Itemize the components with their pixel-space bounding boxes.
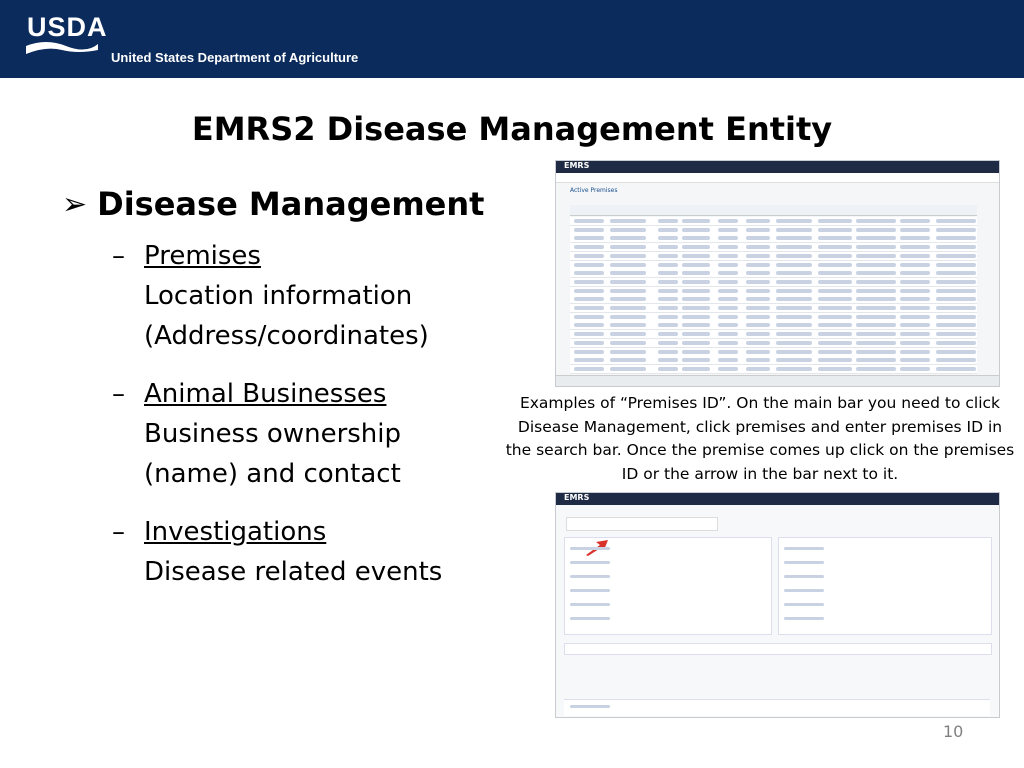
table-row (570, 330, 977, 339)
animal-businesses-desc-1: Business ownership (144, 419, 402, 449)
arrow-bullet-icon: ➢ (62, 186, 88, 222)
page-number: 10 (943, 722, 964, 741)
investigations-label: Investigations (144, 517, 327, 547)
detail-field (784, 547, 824, 550)
usda-header-bar (0, 0, 1024, 78)
table-row (570, 287, 977, 296)
detail-field (570, 705, 610, 708)
table-row (570, 261, 977, 270)
table-row (570, 304, 977, 313)
screenshot-app-name: EMRS (564, 161, 590, 170)
slide-title: EMRS2 Disease Management Entity (191, 110, 833, 148)
premises-desc-1: Location information (144, 281, 413, 311)
table-row (570, 234, 977, 243)
table-row (570, 269, 977, 278)
premise-detail-screenshot (555, 492, 1000, 718)
detail-field (570, 575, 610, 578)
department-name: United States Department of Agriculture (111, 50, 359, 65)
detail-field (784, 575, 824, 578)
table-row (570, 313, 977, 322)
table-row (570, 365, 977, 374)
table-row (570, 217, 977, 226)
dash-icon: – (112, 517, 125, 547)
premises-label: Premises (144, 241, 261, 271)
detail-field (570, 547, 610, 550)
investigations-desc-1: Disease related events (144, 557, 443, 587)
table-row (570, 278, 977, 287)
table-row (570, 252, 977, 261)
table-row (570, 348, 977, 357)
detail-field (570, 561, 610, 564)
bullet-heading (62, 185, 484, 223)
usda-logo-swoosh-icon (26, 40, 98, 64)
table-row (570, 321, 977, 330)
bullet-heading-text: Disease Management (97, 185, 485, 223)
premises-list-screenshot (555, 160, 1000, 387)
table-row (570, 243, 977, 252)
detail-field (570, 603, 610, 606)
dash-icon: – (112, 379, 125, 409)
detail-field (784, 603, 824, 606)
detail-field (784, 617, 824, 620)
screenshot-app-name-2: EMRS (564, 493, 590, 502)
dash-icon: – (112, 241, 125, 271)
screenshot-caption: Examples of “Premises ID”. On the main bar you need to click Disease Management, click premises and enter premises ID in the search bar. Once the premise comes up click on the premises ID or the arrow in the bar next to it. (505, 394, 1015, 483)
premises-desc-2: (Address/coordinates) (144, 321, 429, 351)
table-row (570, 295, 977, 304)
usda-logo: USDA (27, 12, 108, 42)
screenshot-view-name: Active Premises (570, 187, 618, 194)
table-row (570, 339, 977, 348)
table-row (570, 226, 977, 235)
detail-field (784, 589, 824, 592)
detail-field (784, 561, 824, 564)
table-row (570, 356, 977, 365)
detail-field (570, 589, 610, 592)
detail-field (570, 617, 610, 620)
animal-businesses-desc-2: (name) and contact (144, 459, 401, 489)
animal-businesses-label: Animal Businesses (144, 379, 387, 409)
